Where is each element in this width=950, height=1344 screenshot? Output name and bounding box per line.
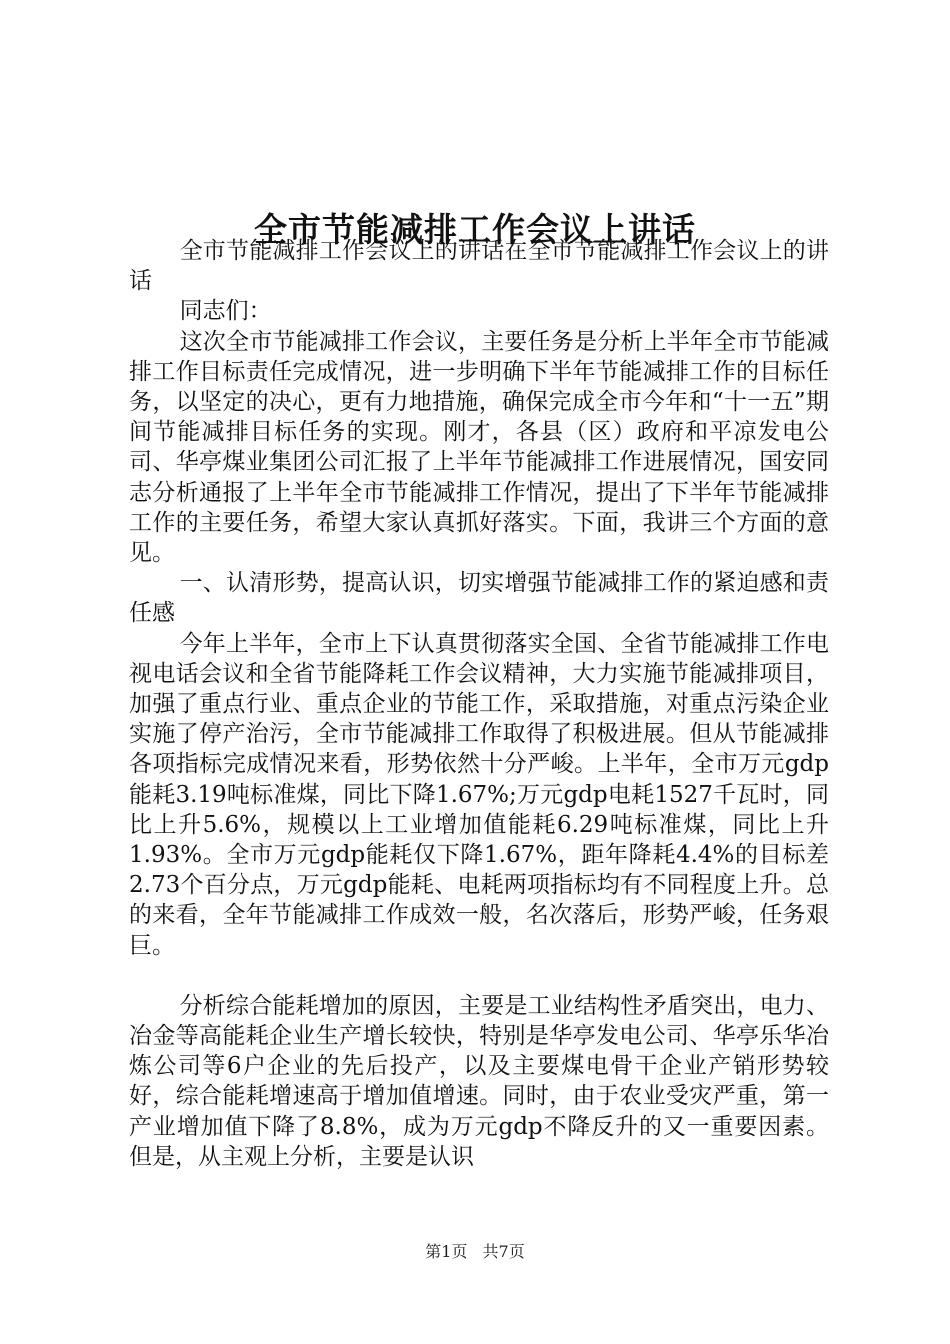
paragraph-intro: 这次全市节能减排工作会议，主要任务是分析上半年全市节能减排工作目标责任完成情况，进一步明确下半年节能减排工作的目标任务，以坚定的决心，更有力地措施，确保完成全市今年和“十一五”期间节能减排目标任务的实现。刚才，各县（区）政府和平凉发电公司、华亭煤业集团公司汇报了上半年节能减排工作进展情况，国安同志分析通报了上半年全市节能减排工作情况，提出了下半年节能减排工作的主要任务，希望大家认真抓好落实。下面，我讲三个方面的意见。 (129, 328, 829, 567)
paragraph-salutation: 同志们： (179, 298, 272, 325)
section-heading-1: 一、认清形势，提高认识，切实增强节能减排工作的紧迫感和责任感 (129, 570, 829, 627)
document-body (129, 236, 829, 1172)
page-footer (0, 1240, 950, 1264)
paragraph-subtitle: 全市节能减排工作会议上的讲话在全市节能减排工作会议上的讲话 (129, 238, 829, 295)
document-title: 全市节能减排工作会议上讲话 (254, 210, 696, 250)
page-number: 第1页 (425, 1242, 468, 1261)
paragraph-situation: 今年上半年，全市上下认真贯彻落实全国、全省节能减排工作电视电话会议和全省节能降耗工作会议精神，大力实施节能减排项目，加强了重点行业、重点企业的节能工作，采取措施，对重点污染企业实施了停产治污，全市节能减排工作取得了积极进展。但从节能减排各项指标完成情况来看，形势依然十分严峻。上半年，全市万元gdp能耗3.19吨标准煤，同比下降1.67%;万元gdp电耗1527千瓦时，同比上升5.6%，规模以上工业增加值能耗6.29吨标准煤，同比上升1.93%。全市万元gdp能耗仅下降1.67%，距年降耗4.4%的目标差2.73个百分点，万元gdp能耗、电耗两项指标均有不同程度上升。总的来看，全年节能减排工作成效一般，名次落后，形势严峻，任务艰巨。 (129, 630, 829, 959)
paragraph-analysis: 分析综合能耗增加的原因，主要是工业结构性矛盾突出，电力、冶金等高能耗企业生产增长较快，特别是华亭发电公司、华亭乐华冶炼公司等6户企业的先后投产，以及主要煤电骨干企业产销形势较好，综合能耗增速高于增加值增速。同时，由于农业受灾严重，第一产业增加值下降了8.8%，成为万元gdp不降反升的又一重要因素。但是，从主观上分析，主要是认识 (129, 992, 829, 1170)
page-total: 共7页 (482, 1242, 525, 1261)
